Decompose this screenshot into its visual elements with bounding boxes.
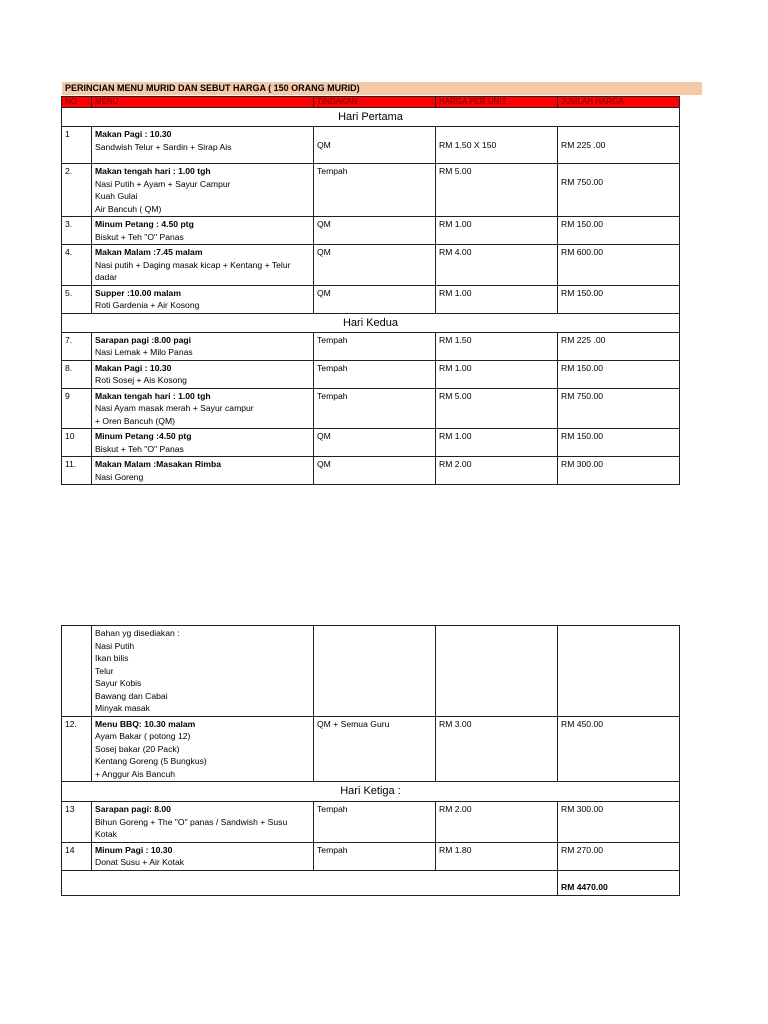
row-jumlah: RM 300.00: [558, 457, 680, 485]
menu-item: Ayam Bakar ( potong 12): [95, 731, 191, 741]
menu-title: Makan Pagi : 10.30: [95, 362, 172, 373]
row-menu: [92, 285, 314, 313]
menu-title: Supper :10.00 malam: [95, 287, 181, 298]
row-menu: [92, 716, 314, 782]
menu-title: Makan tengah hari : 1.00 tgh: [95, 166, 211, 176]
row-menu: [92, 802, 314, 843]
row-tindakan: QM: [314, 127, 436, 164]
row-tindakan: QM: [314, 245, 436, 286]
menu-item: Roti Gardenia + Air Kosong: [95, 300, 200, 310]
total-label-cell: [62, 870, 558, 895]
day-heading-3: Hari Ketiga :: [62, 782, 680, 802]
menu-item: Sosej bakar (20 Pack): [95, 743, 180, 754]
menu-item: Sayur Kobis: [95, 678, 142, 688]
row-menu: [92, 457, 314, 485]
row-tindakan: QM: [314, 217, 436, 245]
menu-item: Bahan yg disediakan :: [95, 628, 180, 638]
menu-item: Air Bancuh ( QM): [95, 203, 162, 214]
row-jumlah: RM 750.00: [558, 388, 680, 429]
table-header-row: [62, 97, 680, 108]
menu-item: + Anggur Ais Bancuh: [95, 768, 176, 779]
table-row: [62, 388, 680, 429]
row-no: 10: [62, 429, 92, 457]
menu-item: Bihun Goreng + The "O" panas / Sandwish + Susu Kotak: [95, 816, 288, 839]
row-no: 3.: [62, 217, 92, 245]
row-jumlah: RM 600.00: [558, 245, 680, 286]
row-jumlah: RM 150.00: [558, 285, 680, 313]
row-menu: [92, 332, 314, 360]
menu-item: + Oren Bancuh (QM): [95, 415, 175, 426]
row-no: 5.: [62, 285, 92, 313]
row-harga: RM 3.00: [436, 716, 558, 782]
menu-title: Sarapan pagi :8.00 pagi: [95, 334, 191, 345]
table-row: [62, 429, 680, 457]
row-jumlah: RM 150.00: [558, 217, 680, 245]
row-tindakan: Tempah: [314, 388, 436, 429]
header-tindakan: TINDAKAN: [314, 97, 436, 108]
row-menu: [92, 626, 314, 717]
row-jumlah: RM 750.00: [558, 164, 680, 217]
row-jumlah: RM 225 .00: [558, 127, 680, 164]
row-tindakan: Tempah: [314, 842, 436, 870]
day-row: [62, 782, 680, 802]
menu-item: Kuah Gulai: [95, 191, 138, 201]
menu-item: Nasi Ayam masak merah + Sayur campur: [95, 403, 254, 413]
row-no: 4.: [62, 245, 92, 286]
row-jumlah: [558, 626, 680, 717]
row-harga: RM 1.00: [436, 285, 558, 313]
row-menu: [92, 842, 314, 870]
row-no: 12.: [62, 716, 92, 782]
row-menu: [92, 429, 314, 457]
row-menu: [92, 164, 314, 217]
row-tindakan: QM: [314, 285, 436, 313]
menu-item: Biskut + Teh "O" Panas: [95, 231, 184, 242]
table-row: [62, 802, 680, 843]
row-jumlah: RM 225 .00: [558, 332, 680, 360]
row-no: 11.: [62, 457, 92, 485]
row-no: 7.: [62, 332, 92, 360]
menu-item: Roti Sosej + Ais Kosong: [95, 375, 187, 385]
row-harga: RM 1.50: [436, 332, 558, 360]
row-tindakan: QM: [314, 429, 436, 457]
row-tindakan: [314, 626, 436, 717]
menu-item: Ikan bilis: [95, 653, 129, 663]
row-jumlah: RM 150.00: [558, 360, 680, 388]
row-jumlah: RM 150.00: [558, 429, 680, 457]
menu-table-page-2: [61, 625, 680, 896]
row-tindakan: Tempah: [314, 164, 436, 217]
menu-title: Makan Malam :7.45 malam: [95, 247, 203, 257]
menu-title: Menu BBQ: 10.30 malam: [95, 718, 196, 729]
header-menu: MENU: [92, 97, 314, 108]
grand-total: RM 4470.00: [558, 870, 680, 895]
menu-item: Nasi Goreng: [95, 471, 144, 482]
row-no: 2.: [62, 164, 92, 217]
row-menu: [92, 217, 314, 245]
day-heading-1: Hari Pertama: [62, 108, 680, 127]
menu-title: Minum Petang : 4.50 ptg: [95, 219, 194, 229]
table-row-continued: [62, 626, 680, 717]
row-menu: [92, 245, 314, 286]
row-harga: RM 1.00: [436, 360, 558, 388]
menu-title: Minum Pagi : 10.30: [95, 844, 173, 855]
table-row: [62, 716, 680, 782]
row-tindakan: QM: [314, 457, 436, 485]
row-harga: RM 1.50 X 150: [436, 127, 558, 164]
row-harga: RM 1.00: [436, 217, 558, 245]
row-jumlah: RM 450.00: [558, 716, 680, 782]
header-jumlah-harga: JUMLAH HARGA: [558, 97, 680, 108]
table-row: [62, 332, 680, 360]
row-no: [62, 626, 92, 717]
menu-table-page-1: [61, 96, 680, 485]
menu-item: Minyak masak: [95, 703, 150, 713]
row-no: 9: [62, 388, 92, 429]
document-title: PERINCIAN MENU MURID DAN SEBUT HARGA ( 150 ORANG MURID): [62, 82, 702, 95]
menu-item: Sandwish Telur + Sardin + Sirap Ais: [95, 141, 232, 152]
header-no: NO: [62, 97, 92, 108]
menu-title: Makan Malam :Masakan Rimba: [95, 459, 222, 469]
day-row: [62, 108, 680, 127]
table-row: [62, 127, 680, 164]
table-row: [62, 360, 680, 388]
row-harga: RM 5.00: [436, 164, 558, 217]
row-harga: RM 2.00: [436, 457, 558, 485]
row-jumlah: RM 270.00: [558, 842, 680, 870]
row-harga: RM 5.00: [436, 388, 558, 429]
menu-item: Nasi Putih + Ayam + Sayur Campur: [95, 178, 231, 189]
row-harga: RM 2.00: [436, 802, 558, 843]
row-no: 13: [62, 802, 92, 843]
row-menu: [92, 360, 314, 388]
total-row: [62, 870, 680, 895]
menu-item: Telur: [95, 665, 114, 676]
menu-item: Biskut + Teh "O" Panas: [95, 443, 184, 454]
day-heading-2: Hari Kedua: [62, 313, 680, 332]
table-row: [62, 245, 680, 286]
row-menu: [92, 127, 314, 164]
row-tindakan: Tempah: [314, 802, 436, 843]
row-harga: RM 4.00: [436, 245, 558, 286]
table-row: [62, 217, 680, 245]
row-harga: RM 1.00: [436, 429, 558, 457]
menu-item: Donat Susu + Air Kotak: [95, 857, 185, 867]
menu-title: Minum Petang :4.50 ptg: [95, 431, 192, 441]
menu-item: Nasi putih + Daging masak kicap + Kentang + Telur dadar: [95, 259, 291, 282]
table-row: [62, 164, 680, 217]
menu-title: Makan Pagi : 10.30: [95, 129, 172, 139]
day-row: [62, 313, 680, 332]
row-tindakan: Tempah: [314, 332, 436, 360]
table-row: [62, 842, 680, 870]
row-no: 14: [62, 842, 92, 870]
menu-title: Sarapan pagi: 8.00: [95, 804, 171, 814]
row-menu: [92, 388, 314, 429]
row-tindakan: Tempah: [314, 360, 436, 388]
header-harga-per-unit: HARGA PER UNIT: [436, 97, 558, 108]
menu-item: Nasi Lemak + Milo Panas: [95, 347, 193, 357]
table-row: [62, 457, 680, 485]
menu-item: Bawang dan Cabai: [95, 690, 168, 701]
row-tindakan: QM + Semua Guru: [314, 716, 436, 782]
row-jumlah: RM 300.00: [558, 802, 680, 843]
table-row: [62, 285, 680, 313]
row-harga: [436, 626, 558, 717]
menu-item: Nasi Putih: [95, 640, 135, 651]
row-no: 8.: [62, 360, 92, 388]
menu-item: Kentang Goreng (5 Bungkus): [95, 756, 207, 766]
row-no: 1: [62, 127, 92, 164]
menu-title: Makan tengah hari : 1.00 tgh: [95, 390, 211, 401]
row-harga: RM 1.80: [436, 842, 558, 870]
